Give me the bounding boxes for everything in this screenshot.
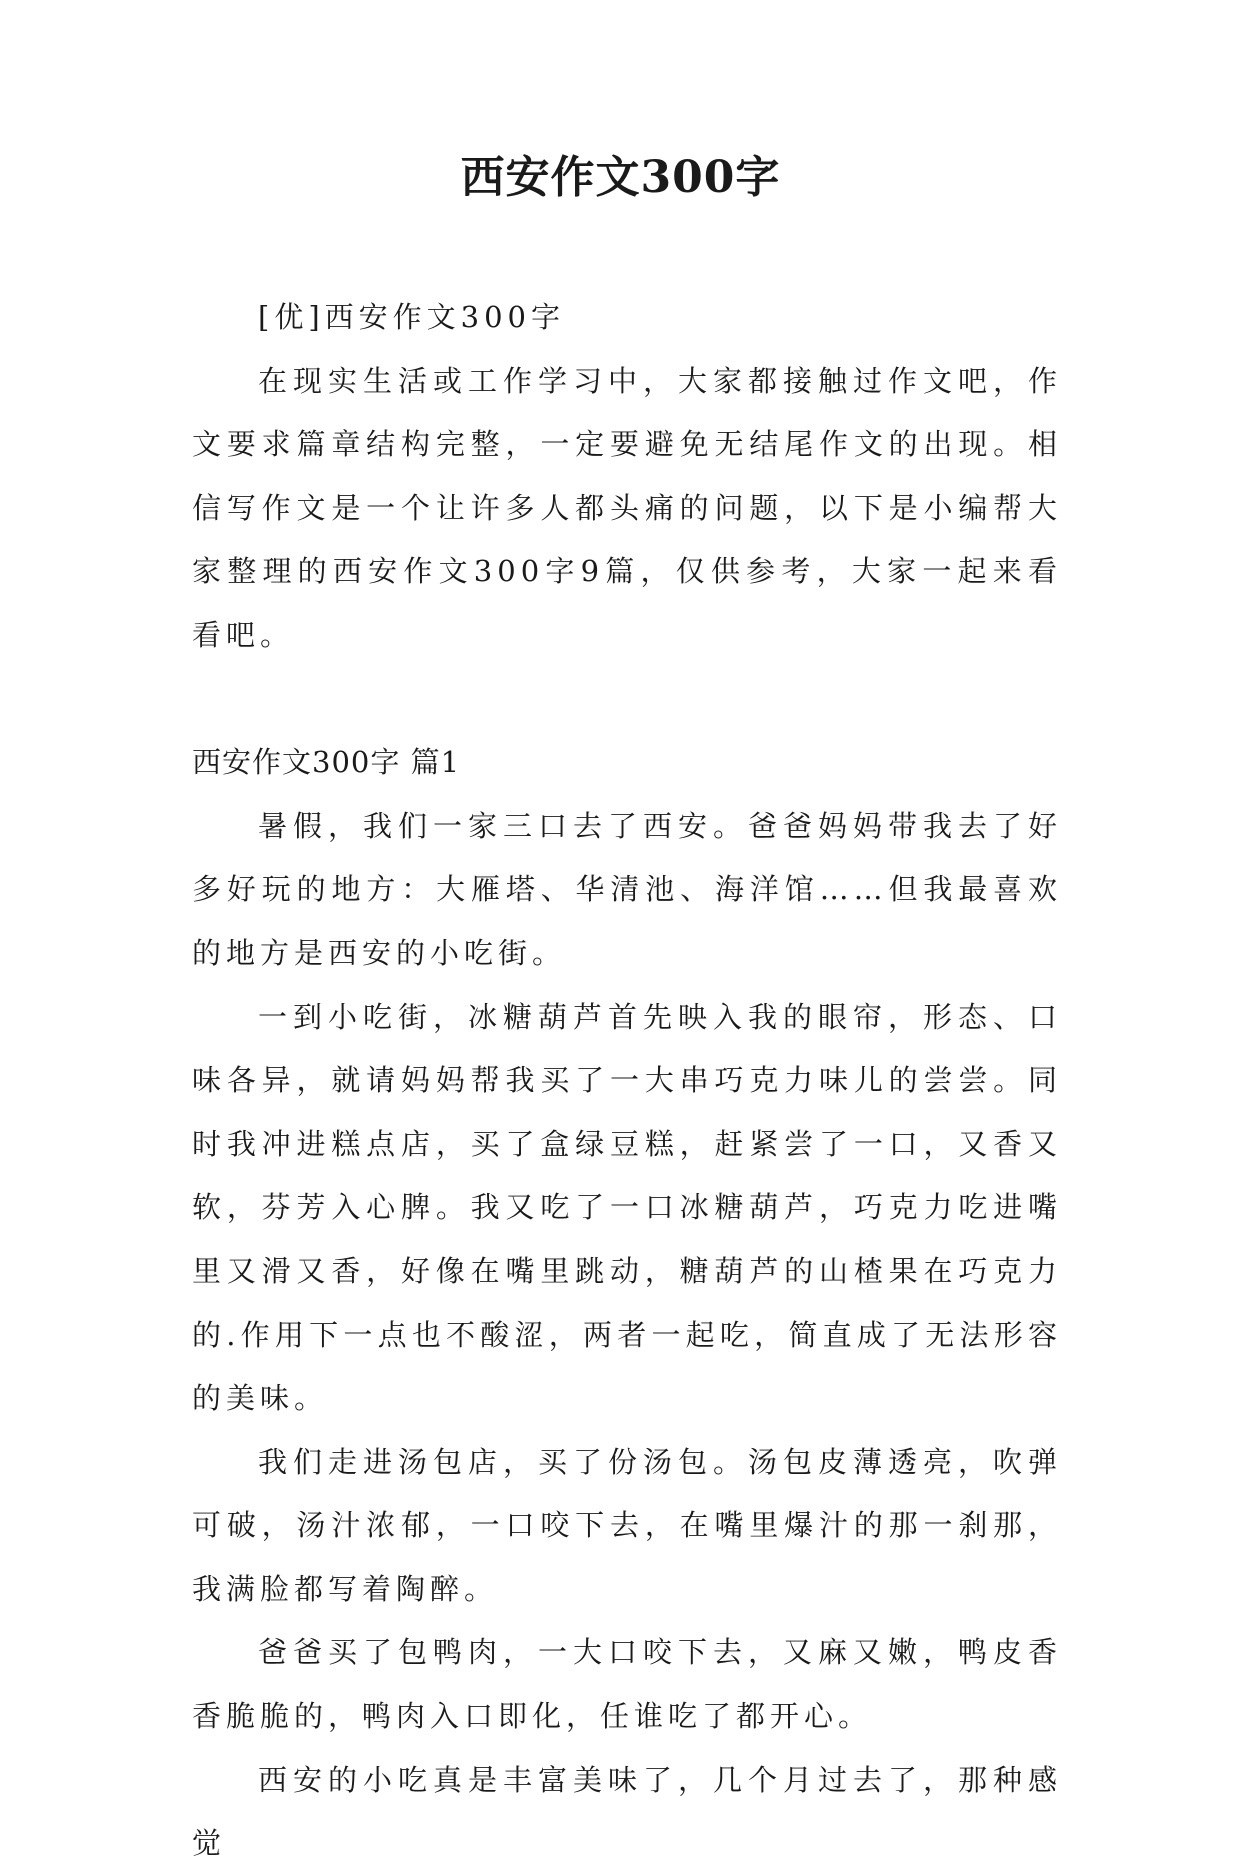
body-paragraph: 我们走进汤包店，买了份汤包。汤包皮薄透亮，吹弹可破，汤汁浓郁，一口咬下去，在嘴里爆汁的那一刹那，我满脸都写着陶醉。 (192, 1444, 1062, 1606)
body-paragraph: 一到小吃街，冰糖葫芦首先映入我的眼帘，形态、口味各异，就请妈妈帮我买了一大串巧克力味儿的尝尝。同时我冲进糕点店，买了盒绿豆糕，赶紧尝了一口，又香又软，芬芳入心脾。我又吃了一口冰糖葫芦，巧克力吃进嘴里又滑又香，好像在嘴里跳动，糖葫芦的山楂果在巧克力的.作用下一点也不酸涩，两者一起吃，简直成了无法形容的美味。 (192, 999, 1062, 1416)
body-paragraph: 西安的小吃真是丰富美味了，几个月过去了，那种感觉 (192, 1762, 1062, 1861)
section-gap (192, 668, 1062, 732)
intro-paragraph: 在现实生活或工作学习中，大家都接触过作文吧，作文要求篇章结构完整，一定要避免无结尾作文的出现。相信写作文是一个让许多人都头痛的问题，以下是小编帮大家整理的西安作文300字9篇，仅供参考，大家一起来看看吧。 (192, 363, 1062, 652)
document-body (192, 286, 1062, 1876)
body-paragraph: 爸爸买了包鸭肉，一大口咬下去，又麻又嫩，鸭皮香香脆脆的，鸭肉入口即化，任谁吃了都开心。 (192, 1635, 1062, 1734)
document-title: 西安作文300字 (460, 152, 781, 203)
intro-label: [优]西安作文300字 (258, 300, 565, 334)
body-paragraph: 暑假，我们一家三口去了西安。爸爸妈妈带我去了好多好玩的地方：大雁塔、华清池、海洋馆……但我最喜欢的地方是西安的小吃街。 (192, 808, 1062, 970)
section-heading: 西安作文300字 篇1 (192, 745, 461, 780)
